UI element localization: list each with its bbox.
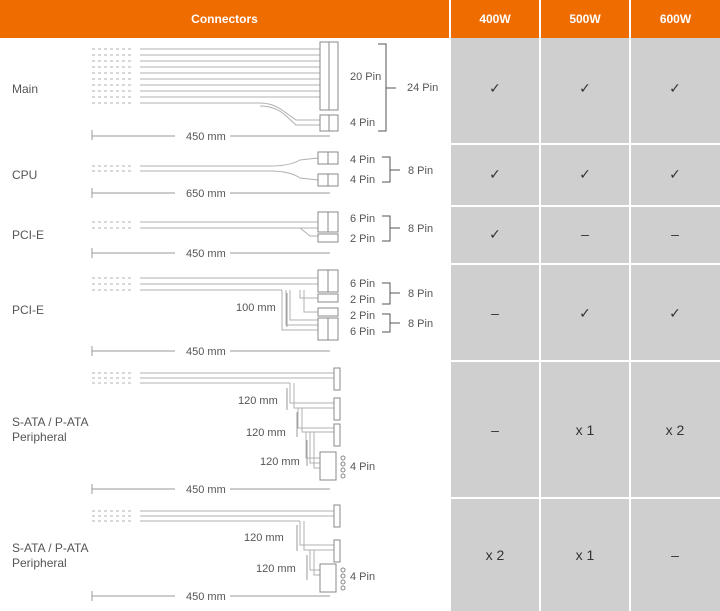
- cell-sata2-600w: –: [671, 547, 679, 563]
- cell-pcie-500w: –: [581, 226, 589, 242]
- cpu-group-label: 8 Pin: [408, 165, 434, 177]
- pcie-pin-6-label: 6 Pin: [350, 213, 376, 225]
- pcie-dual-spacing-label: 100 mm: [236, 302, 276, 314]
- sata-length-label: 450 mm: [186, 484, 226, 496]
- cell-sata-600w: x 2: [665, 422, 685, 438]
- cell-pcie-dual-600w: ✓: [669, 305, 681, 321]
- sata-spacing-label: 120 mm: [238, 395, 278, 407]
- row-label-sata-peripheral: S-ATA / P-ATA Peripheral: [12, 415, 89, 444]
- pcie-dual-group-label: 8 Pin: [408, 288, 434, 300]
- row-label-cpu: CPU: [12, 168, 38, 182]
- row-label-pcie-dual: PCI-E: [12, 303, 45, 317]
- pcie-dual-pin-label: 2 Pin: [350, 310, 376, 322]
- column-600w: [631, 38, 720, 611]
- cell-main-500w: ✓: [579, 80, 591, 96]
- pcie-group-label: 8 Pin: [408, 223, 434, 235]
- sata2-cable-diagram: [92, 505, 345, 601]
- cell-sata-400w: –: [491, 422, 499, 438]
- pcie-dual-group-label: 8 Pin: [408, 318, 434, 330]
- cell-cpu-600w: ✓: [669, 166, 681, 182]
- column-400w: [451, 38, 539, 611]
- header-400w: 400W: [451, 0, 539, 38]
- row-label-pcie: PCI-E: [12, 228, 45, 242]
- sata-pin-label: 4 Pin: [350, 461, 376, 473]
- sata-cable-diagram: [92, 368, 345, 494]
- cell-cpu-400w: ✓: [489, 166, 501, 182]
- header-500w: 500W: [541, 0, 629, 38]
- header-600w: 600W: [631, 0, 720, 38]
- cell-main-400w: ✓: [489, 80, 501, 96]
- cell-sata2-400w: x 2: [485, 547, 505, 563]
- cell-pcie-400w: ✓: [489, 226, 501, 242]
- cell-pcie-600w: –: [671, 226, 679, 242]
- cell-pcie-dual-400w: –: [491, 305, 499, 321]
- cell-main-600w: ✓: [669, 80, 681, 96]
- main-pin-4-label: 4 Pin: [350, 117, 376, 129]
- pcie-dual-pin-label: 6 Pin: [350, 278, 376, 290]
- sata2-pin-label: 4 Pin: [350, 571, 376, 583]
- cell-cpu-500w: ✓: [579, 166, 591, 182]
- sata2-length-label: 450 mm: [186, 591, 226, 603]
- column-500w: [541, 38, 629, 611]
- main-length-label: 450 mm: [186, 131, 226, 143]
- cell-sata2-500w: x 1: [575, 547, 595, 563]
- pcie-dual-pin-label: 6 Pin: [350, 326, 376, 338]
- main-group-label: 24 Pin: [407, 82, 439, 94]
- cpu-length-label: 650 mm: [186, 188, 226, 200]
- cell-sata-500w: x 1: [575, 422, 595, 438]
- pcie-dual-pin-label: 2 Pin: [350, 294, 376, 306]
- sata-spacing-label: 120 mm: [260, 456, 300, 468]
- sata2-spacing-label: 120 mm: [256, 563, 296, 575]
- pcie-length-label: 450 mm: [186, 248, 226, 260]
- cpu-pin-b-label: 4 Pin: [350, 174, 376, 186]
- pcie-pin-2-label: 2 Pin: [350, 233, 376, 245]
- cell-pcie-dual-500w: ✓: [579, 305, 591, 321]
- cpu-pin-a-label: 4 Pin: [350, 154, 376, 166]
- row-label-sata-peripheral-2: S-ATA / P-ATA Peripheral: [12, 541, 89, 570]
- sata-spacing-label: 120 mm: [246, 427, 286, 439]
- main-pin-20-label: 20 Pin: [350, 71, 382, 83]
- sata2-spacing-label: 120 mm: [244, 532, 284, 544]
- header-connectors: Connectors: [0, 0, 449, 38]
- pcie-dual-length-label: 450 mm: [186, 346, 226, 358]
- row-label-main: Main: [12, 82, 39, 96]
